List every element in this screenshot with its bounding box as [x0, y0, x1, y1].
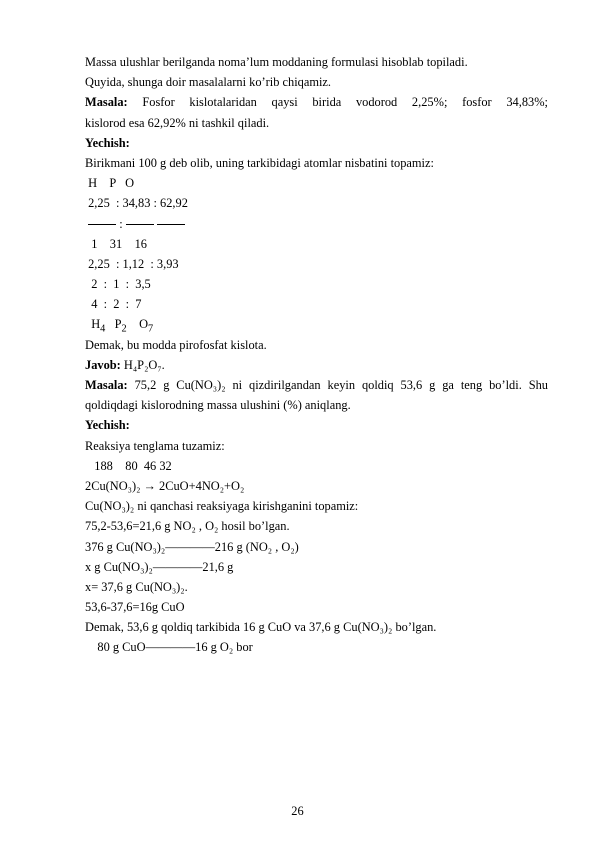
fraction-bar: [126, 224, 154, 225]
fraction-bar: [88, 224, 116, 225]
fraction-bar-row: [85, 214, 548, 234]
ratio-row-3: 4 : 2 : 7: [85, 297, 142, 312]
problem2-solution-label: Yechish:: [85, 418, 130, 433]
problem1-conclusion: Demak, bu modda pirofosfat kislota.: [85, 337, 267, 352]
problem2-text-1: 75,2 g Cu(NO₃)₂ ni qizdirilgandan keyin qoldiq 53,6 g ga teng bo’ldi. Shu: [127, 378, 548, 392]
solution-line: x= 37,6 g Cu(NO₃)₂.: [85, 579, 188, 594]
formula-h-sub: 4: [100, 323, 106, 335]
page-number: 26: [291, 804, 304, 818]
solution-line: 53,6-37,6=16g CuO: [85, 600, 185, 615]
element-row: H P O: [85, 176, 135, 191]
formula-p-sub: 2: [121, 323, 127, 335]
atomic-mass-row: 1 31 16: [85, 236, 147, 251]
document-body: [85, 52, 548, 658]
solution-line: 75,2-53,6=21,6 g NO₂ , O₂ hosil bo’lgan.: [85, 519, 290, 534]
fraction-bar: [157, 224, 185, 225]
problem1-statement-line-2: kislorod esa 62,92% ni tashkil qiladi.: [85, 115, 270, 130]
formula-o-sub: 7: [148, 323, 154, 335]
problem2-label: Masala:: [85, 378, 128, 392]
solution-line: 80 g CuO————16 g O₂ bor: [85, 640, 253, 655]
problem1-answer: [85, 355, 548, 375]
ratio-row-2: 2 : 1 : 3,5: [85, 277, 151, 292]
answer-label: Javob:: [85, 357, 121, 372]
problem1-label: Masala:: [85, 95, 128, 110]
fraction-colon: :: [116, 216, 126, 231]
ratio-row-1: 2,25 : 1,12 : 3,93: [85, 256, 179, 271]
solution-line: Reaksiya tenglama tuzamiz:: [85, 438, 225, 453]
formula-row: [85, 314, 548, 334]
formula-p: P: [105, 317, 122, 332]
solution-line: Demak, 53,6 g qoldiq tarkibida 16 g CuO va 37,6 g Cu(NO₃)₂ bo’lgan.: [85, 620, 437, 635]
solution-line: 376 g Cu(NO₃)₂————216 g (NO₂ , O₂): [85, 539, 299, 554]
problem1-solution-label: Yechish:: [85, 135, 130, 150]
problem2-statement-line-2: qoldiqdagi kislorodning massa ulushini (%) aniqlang.: [85, 398, 351, 413]
solution-line: 188 80 46 32: [85, 458, 172, 473]
problem2-statement-line-1: [85, 375, 548, 395]
formula-h: H: [85, 317, 101, 332]
answer-value: H₄P₂O₇.: [120, 357, 165, 372]
intro-line-2: Quyida, shunga doir masalalarni ko’rib chiqamiz.: [85, 75, 332, 90]
problem1-statement-line-1: [85, 92, 548, 112]
problem1-text-1: Fosfor kislotalaridan qaysi birida vodorod 2,25%; fosfor 34,83%;: [127, 95, 548, 110]
solution-line: 2Cu(NO₃)₂ → 2CuO+4NO₂+O₂: [85, 478, 245, 493]
solution-line: x g Cu(NO₃)₂————21,6 g: [85, 559, 234, 574]
mass-row: 2,25 : 34,83 : 62,92: [85, 196, 188, 211]
problem1-solution-intro: Birikmani 100 g deb olib, uning tarkibidagi atomlar nisbatini topamiz:: [85, 155, 434, 170]
formula-o: O: [126, 317, 149, 332]
solution-line: Cu(NO₃)₂ ni qanchasi reaksiyaga kirishganini topamiz:: [85, 499, 359, 514]
intro-line-1: Massa ulushlar berilganda noma’lum moddaning formulasi hisoblab topiladi.: [85, 55, 468, 69]
